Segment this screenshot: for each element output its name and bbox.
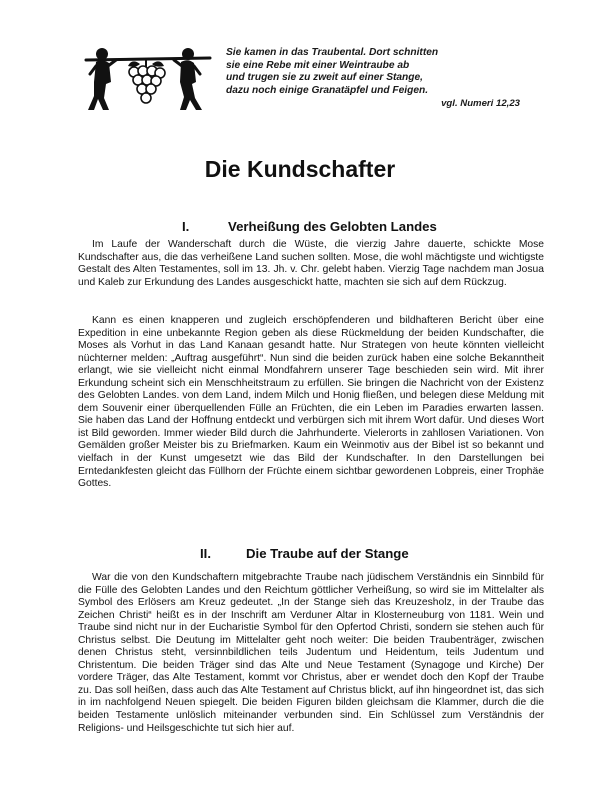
section-title: Die Traube auf der Stange (246, 546, 409, 561)
section-heading-1 (182, 219, 437, 235)
grape-carriers-illustration (82, 44, 212, 114)
epigraph-line: dazu noch einige Granatäpfel und Feigen. (226, 84, 429, 96)
section-title: Verheißung des Gelobten Landes (228, 219, 437, 234)
body-paragraph: Im Laufe der Wanderschaft durch die Wüste, die vierzig Jahre dauerte, schickte Mose Kundschafter aus, die das verheißene Land suchen sollten. Mose, die wohl mächtigste und wichtigste Gestalt des Alten Testamentes, soll im 13. Jh. v. Chr. gelebt haben. Vierzig Tage nachdem man Josua und Kaleb zur Erkundung des Landes ausgeschickt hatte, machten sie sich auf dem Rückzug. (78, 239, 544, 288)
epigraph-line: Sie kamen in das Traubental. Dort schnitten (226, 47, 439, 58)
body-paragraph: Kann es einen knapperen und zugleich erschöpfenderen und bildhafteren Bericht über eine Expedition in eine unbekannte Region geben als diese Rückmeldung der beiden Kundschafter, die Moses als Vorhut in das Land Kanaan gesandt hatte. Nur Strategen von heute könnten vielleicht nüchterner melden: „Auftrag ausgeführt“. Nun sind die beiden zurück haben eine solche Bekanntheit erlangt, wie sie vielleicht nicht einmal Mondfahrern unserer Tage beschieden sein wird. Mit ihrer Erkundung scheint sich ein Menschheitstraum zu erfüllen. Sie bringen die Nachricht von der Existenz des Gelobten Landes. von dem Land, indem Milch und Honig fließen, und belegen diese Meldung mit dem Souvenir einer überquellenden Fülle an Früchten, die ein Leben im Paradies erwarten lassen. Sie haben das Land der Hoffnung entdeckt und verbürgen sich mit ihrem Wort dafür. Und dieses Wort ist Bild geworden. Immer wieder Bild durch die Jahrhunderte. Vielerorts in zahllosen Variationen. Von Gemälden großer Meister bis zu Briefmarken. Kaum ein Weinmotiv aus der Bibel ist so bekannt und vielfach in der Kunst umgesetzt wie das Bild der Kundschafter. In den Darstellungen bei Erntedankfesten gleicht das Füllhorn der Früchte einem sichtbar gewordenen Lobpreis, einer Trophäe Gottes. (78, 315, 544, 490)
epigraph-quote (226, 47, 526, 111)
document-title: Die Kundschafter (204, 156, 396, 182)
epigraph-line: und trugen sie zu zweit auf einer Stange, (226, 72, 423, 84)
epigraph-reference: vgl. Numeri 12,23 (441, 98, 520, 110)
section-number: II. (200, 546, 211, 561)
section-heading-2 (200, 546, 409, 562)
section-number: I. (182, 219, 190, 234)
epigraph-line: sie eine Rebe mit einer Weintraube ab (226, 59, 410, 71)
body-paragraph: War die von den Kundschaftern mitgebrachte Traube nach jüdischem Verständnis ein Sinnbild für die Fülle des Gelobten Landes und den Reichtum göttlicher Verheißung, so wird sie im Mittelalter als Symbol des Erlösers am Kreuz gedeutet. „In der Stange sieh das Kreuzesholz, in der Traube das Zeichen Christi“ heißt es in der Inschrift am Verduner Altar in Klosterneuburg von 1181. Wein und Traube sind nicht nur in der Eucharistie Symbol für den Opfertod Christi, sondern sie stehen auch für Christus selbst. Die Deutung im Mittelalter geht noch weiter: Die beiden Traubenträger, zwischen denen Christus steht, versinnbildlichen teils Judentum und Heidentum, teils Judentum und Christentum. Die beiden Träger sind das Alte und Neue Testament (Synagoge und Kirche) Der vordere Träger, das Alte Testament, kommt vor Christus, aber er wendet doch den Kopf der Traube zu. Das soll heißen, dass auch das Alte Testament auf Christus blickt, auf ihn hingeordnet ist, das sich in im nachfolgend Neuen spiegelt. Die beiden Figuren bilden gleichsam die Klammer, durch die die beiden Testamente unlöslich miteinander verbunden sind. Ein Schlüssel zum Verständnis der Religions- und Heilsgeschichte tut sich hier auf. (78, 572, 544, 734)
